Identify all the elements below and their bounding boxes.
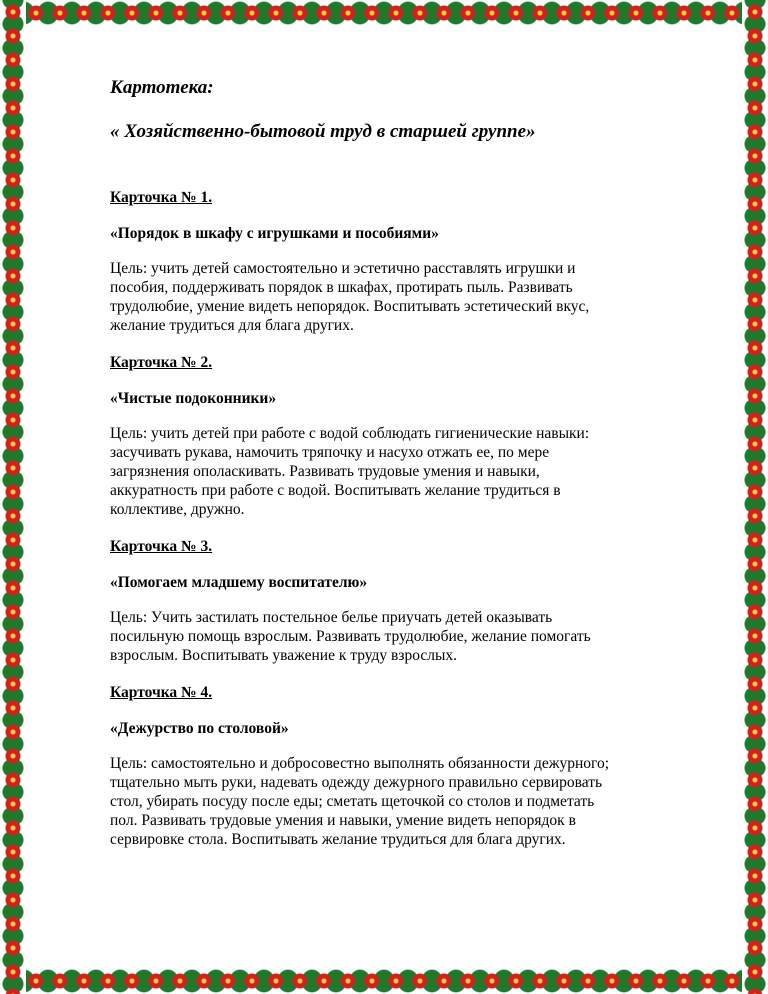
document-page — [110, 68, 690, 849]
card-description — [110, 754, 690, 849]
floral-border-top — [0, 0, 768, 26]
text-line: сервировке стола. Воспитывать желание трудиться для блага других. — [110, 831, 566, 848]
text-line: Цель: учить детей при работе с водой соблюдать гигиенические навыки: — [110, 425, 590, 442]
text-line: трудолюбие, умение видеть непорядок. Воспитывать эстетический вкус, — [110, 298, 590, 315]
text-line: пособия, поддерживать порядок в шкафах, протирать пыль. Развивать — [110, 279, 573, 296]
text-line: желание трудиться для блага других. — [110, 317, 354, 334]
text-line: тщательно мыть руки, надевать одежду дежурного правильно сервировать — [110, 774, 603, 791]
card-heading: Карточка № 4. — [110, 684, 213, 701]
document-title: Картотека: — [110, 77, 214, 98]
card-description — [110, 259, 690, 335]
card-heading: Карточка № 2. — [110, 354, 213, 371]
card-4 — [110, 683, 690, 849]
card-name: «Дежурство по столовой» — [110, 720, 289, 737]
card-description — [110, 608, 690, 665]
text-line: пол. Развивать трудовые умения и навыки, умение видеть непорядок в — [110, 812, 576, 829]
text-line: взрослым. Воспитывать уважение к труду взрослых. — [110, 647, 458, 664]
floral-border-left — [0, 0, 26, 994]
card-name: «Чистые подоконники» — [110, 390, 277, 407]
text-line: стол, убирать посуду после еды; сметать щеточкой со столов и подметать — [110, 793, 595, 810]
floral-border-right — [742, 0, 768, 994]
card-name: «Помогаем младшему воспитателю» — [110, 574, 368, 591]
text-line: засучивать рукава, намочить тряпочку и насухо отжать ее, по мере — [110, 444, 550, 461]
text-line: коллективе, дружно. — [110, 501, 245, 518]
card-heading: Карточка № 3. — [110, 538, 213, 555]
text-line: Цель: учить детей самостоятельно и эстетично расставлять игрушки и — [110, 260, 576, 277]
card-3 — [110, 537, 690, 665]
text-line: Цель: самостоятельно и добросовестно выполнять обязанности дежурного; — [110, 755, 610, 772]
text-line: Цель: Учить застилать постельное белье приучать детей оказывать — [110, 609, 553, 626]
document-subtitle: « Хозяйственно-бытовой труд в старшей группе» — [110, 121, 536, 142]
card-1 — [110, 188, 690, 335]
text-line: аккуратность при работе с водой. Воспитывать желание трудиться в — [110, 482, 561, 499]
card-heading: Карточка № 1. — [110, 189, 213, 206]
floral-border-bottom — [0, 968, 768, 994]
card-name: «Порядок в шкафу с игрушками и пособиями» — [110, 225, 439, 242]
card-2 — [110, 353, 690, 519]
text-line: посильную помощь взрослым. Развивать трудолюбие, желание помогать — [110, 628, 591, 645]
text-line: загрязнения ополаскивать. Развивать трудовые умения и навыки, — [110, 463, 540, 480]
card-description — [110, 424, 690, 519]
